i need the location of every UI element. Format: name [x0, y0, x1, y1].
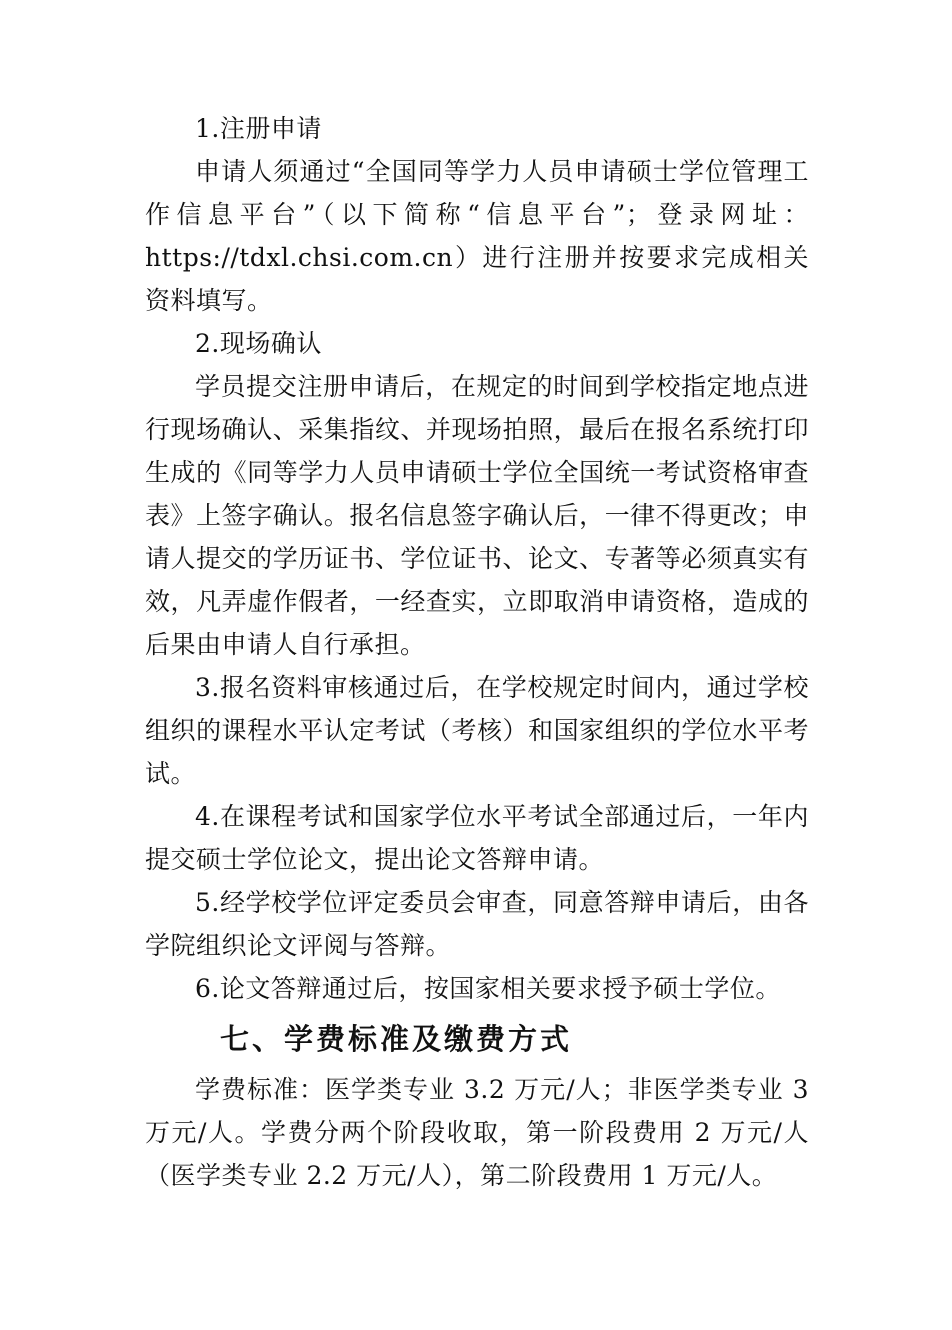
section-heading-fees: 七、学费标准及缴费方式: [220, 1022, 573, 1056]
document-body: [145, 107, 809, 1197]
fee-standard-paragraph: 学费标准：医学类专业 3.2 万元/人；非医学类专业 3 万元/人。学费分两个阶段收取，第一阶段费用 2 万元/人（医学类专业 2.2 万元/人），第二阶段费用 1 万元/人。: [145, 1075, 809, 1190]
step-1-title: 1.注册申请: [195, 114, 322, 143]
step-3: 3.报名资料审核通过后，在学校规定时间内，通过学校组织的课程水平认定考试（考核）和国家组织的学位水平考试。: [145, 673, 809, 788]
step-4: 4.在课程考试和国家学位水平考试全部通过后，一年内提交硕士学位论文，提出论文答辩申请。: [145, 802, 809, 874]
step-5: 5.经学校学位评定委员会审查，同意答辩申请后，由各学院组织论文评阅与答辩。: [145, 888, 809, 960]
step-1-body: 申请人须通过“全国同等学力人员申请硕士学位管理工作信息平台”（以下简称“信息平台”；登录网址：https://tdxl.chsi.com.cn）进行注册并按要求完成相关资料填写。: [145, 157, 809, 315]
step-6: 6.论文答辩通过后，按国家相关要求授予硕士学位。: [195, 974, 781, 1003]
step-2-body: 学员提交注册申请后，在规定的时间到学校指定地点进行现场确认、采集指纹、并现场拍照，最后在报名系统打印生成的《同等学力人员申请硕士学位全国统一考试资格审查表》上签字确认。报名信息签字确认后，一律不得更改；申请人提交的学历证书、学位证书、论文、专著等必须真实有效，凡弄虚作假者，一经查实，立即取消申请资格，造成的后果由申请人自行承担。: [145, 372, 809, 659]
step-2-title: 2.现场确认: [195, 329, 322, 358]
